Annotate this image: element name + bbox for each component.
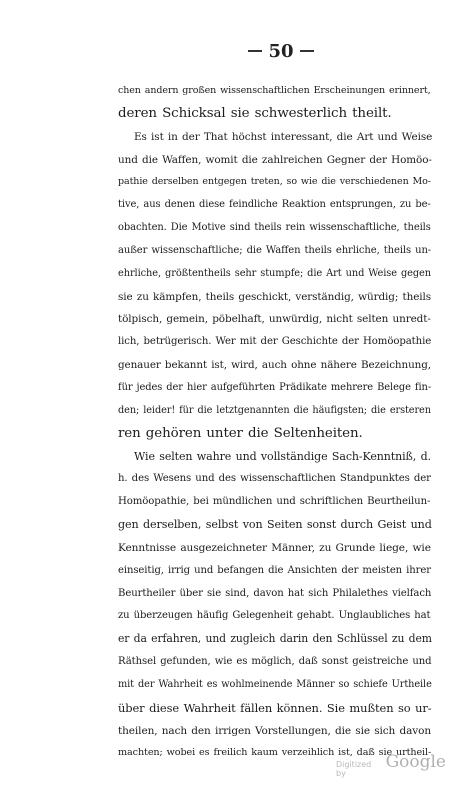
- text-line: Wie selten wahre und vollständige Sach-Kenntniß, d.: [134, 449, 431, 463]
- text-line: mit der Wahrheit es wohlmeinende Männer so schiefe Urtheile: [118, 678, 432, 690]
- text-line: Räthsel gefunden, wie es möglich, daß sonst geistreiche und: [118, 656, 432, 668]
- text-line: außer wissenschaftliche; die Waffen theils ehrliche, theils un-: [118, 244, 432, 256]
- text-line: er da erfahren, und zugleich darin den Schlüssel zu dem: [118, 632, 432, 646]
- watermark-digitized-by: Digitized by: [336, 760, 372, 778]
- text-line: den; leider! für die letztgenannten die häufigsten; die ersteren: [118, 404, 431, 416]
- body-text: [118, 80, 434, 765]
- text-line: für jedes der hier aufgeführten Prädikate mehrere Belege fin-: [118, 381, 432, 393]
- text-line: zu überzeugen häufig Gelegenheit gehabt. Unglaubliches hat: [118, 610, 431, 622]
- text-line: ren gehören unter die Seltenheiten.: [118, 425, 363, 441]
- text-line: ehrliche, größtentheils sehr stumpfe; die Art und Weise gegen: [118, 267, 431, 279]
- text-line: chen andern großen wissenschaftlichen Erscheinungen erinnert,: [118, 85, 431, 96]
- header-dash-right: [300, 50, 314, 52]
- text-line: tölpisch, gemein, pöbelhaft, unwürdig, nicht selten unredt-: [118, 313, 431, 326]
- text-line: Beurtheiler über sie sind, davon hat sich Philalethes vielfach: [118, 587, 432, 599]
- text-line: obachten. Die Motive sind theils rein wissenschaftliche, theils: [118, 222, 431, 234]
- text-line: deren Schicksal sie schwesterlich theilt.: [118, 105, 392, 121]
- text-line: machten; wobei es freilich kaum verzeihlich ist, daß sie urtheil-: [118, 747, 432, 759]
- text-line: h. des Wesens und des wissenschaftlichen Standpunktes der: [118, 473, 431, 485]
- text-line: lich, betrügerisch. Wer mit der Geschichte der Homöopathie: [118, 336, 432, 348]
- text-line: tive, aus denen diese feindliche Reaktion entsprungen, zu be-: [118, 199, 431, 211]
- header-dash-left: [248, 50, 262, 52]
- page-number: 50: [268, 40, 294, 62]
- text-line: und die Waffen, womit die zahlreichen Gegner der Homöo-: [118, 153, 432, 166]
- text-line: Kenntnisse ausgezeichneter Männer, zu Grunde liege, wie: [118, 541, 431, 554]
- text-line: über diese Wahrheit fällen können. Sie mußten so ur-: [118, 700, 432, 715]
- text-line: theilen, nach den irrigen Vorstellungen, die sie sich davon: [118, 724, 432, 737]
- digitized-watermark: [336, 752, 446, 776]
- text-line: Es ist in der That höchst interessant, die Art und Weise: [134, 130, 433, 143]
- text-line: sie zu kämpfen, theils geschickt, verständig, würdig; theils: [118, 290, 432, 303]
- text-line: genauer bekannt ist, wird, auch ohne nähere Bezeichnung,: [118, 359, 431, 372]
- watermark-google: Google: [385, 752, 446, 772]
- page-header: [236, 40, 326, 62]
- text-line: einseitig, irrig und befangen die Ansichten der meisten ihrer: [118, 564, 431, 576]
- text-line: Homöopathie, bei mündlichen und schriftlichen Beurtheilun-: [118, 496, 431, 508]
- text-line: gen derselben, selbst von Seiten sonst durch Geist und: [118, 518, 432, 532]
- text-line: pathie derselben entgegen treten, so wie die verschiedenen Mo-: [118, 176, 431, 188]
